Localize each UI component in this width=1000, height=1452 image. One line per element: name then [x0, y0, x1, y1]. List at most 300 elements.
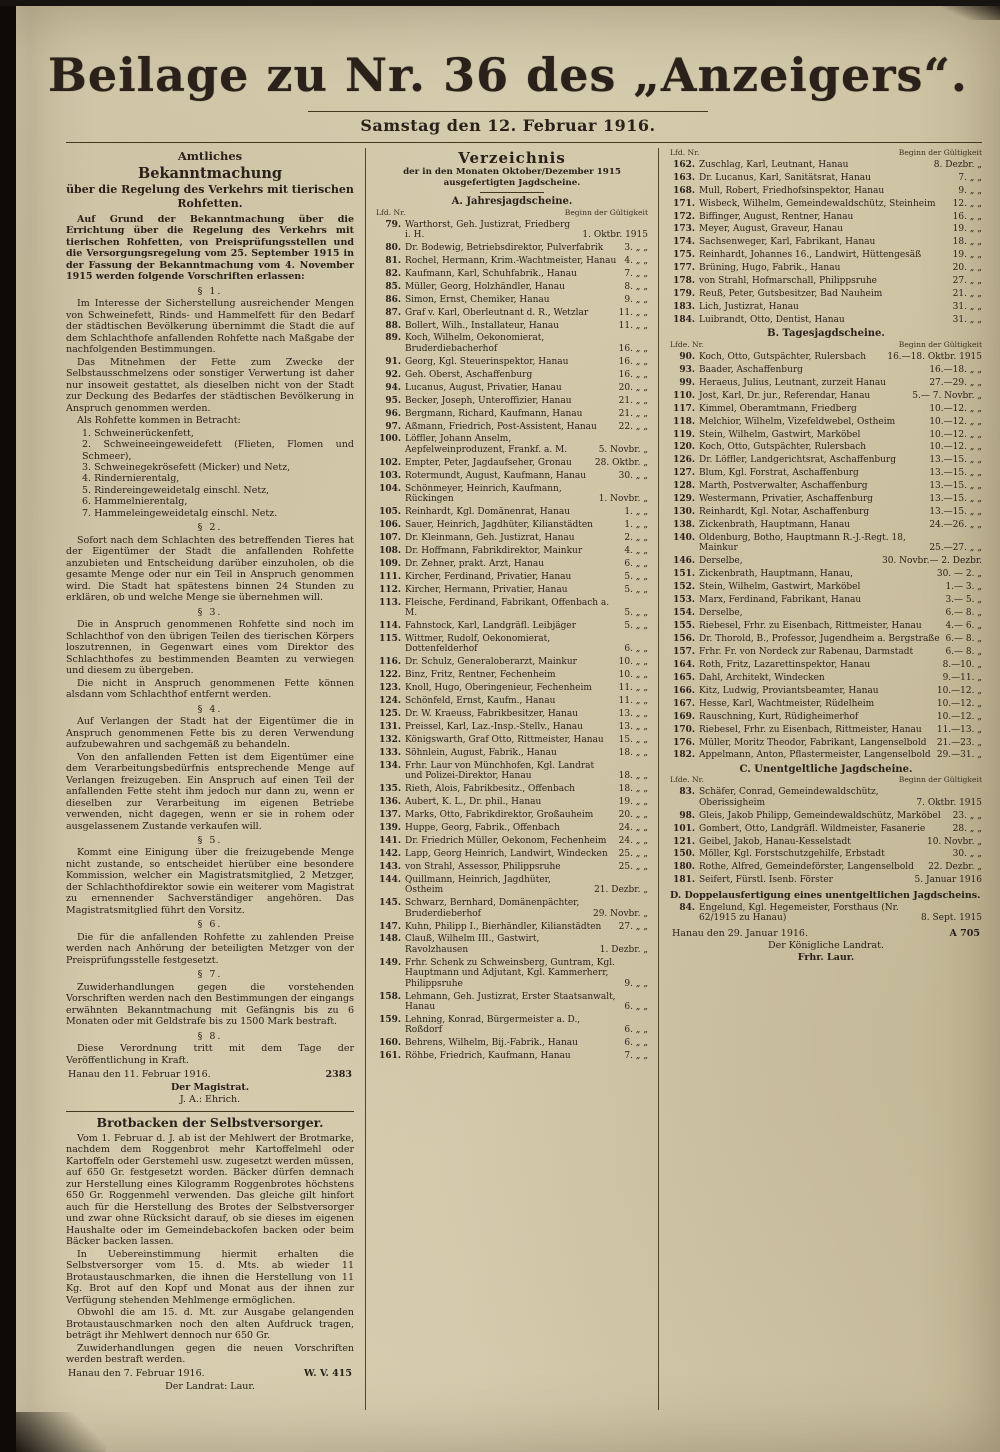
entry-name: Möller, Kgl. Forstschutzgehilfe, Erbstadt — [699, 849, 885, 860]
entry-name: Fahnstock, Karl, Landgräfl. Leibjäger — [405, 621, 576, 632]
license-entry — [376, 934, 648, 955]
entry-name: Röhbe, Friedrich, Kaufmann, Hanau — [405, 1051, 571, 1062]
entry-number: 84. — [679, 902, 695, 913]
entry-date: 9.—11. „ — [942, 672, 982, 683]
license-entry — [670, 173, 982, 183]
annual-licenses-list — [376, 220, 648, 1062]
entry-date: 28. „ „ — [952, 823, 982, 834]
entry-name: Reuß, Peter, Gutsbesitzer, Bad Nauheim — [699, 289, 883, 300]
entry-name: Lucanus, August, Privatier, Hanau — [405, 382, 562, 393]
license-entry — [670, 875, 982, 885]
entry-number: 111. — [379, 571, 401, 582]
entry-name: Lich, Justizrat, Hanau — [699, 302, 799, 313]
entry-name: Gleis, Jakob Philipp, Gemeindewaldschütz, Marköbel — [699, 810, 941, 821]
entry-name: Dr. Lucanus, Karl, Sanitätsrat, Hanau — [699, 172, 871, 183]
entry-name: Rauschning, Kurt, Rüdigheimerhof — [699, 711, 859, 722]
entry-date: 13. „ „ — [618, 722, 648, 733]
entry-date: 18. „ „ — [618, 771, 648, 782]
entry-number: 135. — [379, 784, 401, 795]
license-entry — [376, 458, 648, 468]
entry-name: Brüning, Hugo, Fabrik., Hanau — [699, 263, 841, 274]
entry-name: Meyer, August, Graveur, Hanau — [699, 224, 844, 235]
entry-date: 24.—26. „ „ — [929, 520, 982, 531]
entry-date: 16. „ „ — [618, 343, 648, 354]
license-entry — [670, 903, 982, 924]
license-entry — [376, 849, 648, 859]
entry-number: 183. — [673, 302, 695, 313]
entry-date: 20. „ „ — [952, 263, 982, 274]
entry-number: 136. — [379, 797, 401, 808]
entry-name: Söhnlein, August, Fabrik., Hanau — [405, 747, 557, 758]
license-entry — [376, 409, 648, 419]
entry-name: Schönmeyer, Heinrich, Kaufmann, Rückingen — [405, 483, 562, 505]
signature-authority: Der Magistrat. — [170, 1081, 250, 1093]
masthead — [16, 6, 1000, 143]
number-column-label: Lfd. Nr. — [376, 207, 406, 217]
entry-date: 7. „ „ — [624, 268, 648, 279]
entry-name: Zuschlag, Karl, Leutnant, Hanau — [699, 159, 849, 170]
entry-number: 171. — [673, 198, 695, 209]
entry-date: 13.—15. „ „ — [929, 494, 982, 505]
entry-date: 6. „ „ — [624, 1038, 648, 1049]
entry-date: 5. „ „ — [624, 584, 648, 595]
paragraph: Diese Verordnung tritt mit dem Tage der Veröffentlichung in Kraft. — [66, 1043, 354, 1066]
entry-date: 9. „ „ — [958, 185, 982, 196]
register-title: Verzeichnis — [458, 149, 566, 167]
entry-name: Appelmann, Anton, Pflastermeister, Langenselbold — [699, 750, 931, 761]
license-entry — [670, 750, 982, 760]
entry-number: 108. — [379, 545, 401, 556]
entry-number: 87. — [385, 307, 401, 318]
license-entry — [376, 1038, 648, 1048]
paragraph: Als Rohfette kommen in Betracht: — [77, 415, 241, 427]
entry-date: 6. „ „ — [624, 1002, 648, 1013]
license-entry — [376, 621, 648, 631]
entry-number: 125. — [379, 709, 401, 720]
section-d-heading: D. Doppelausfertigung eines unentgeltlichen Jagdscheins. — [670, 889, 981, 901]
entry-date: 28. Oktbr. „ — [594, 457, 648, 468]
entry-number: 97. — [385, 421, 401, 432]
entry-date: 13.—15. „ „ — [929, 481, 982, 492]
section-heading: § 4. — [197, 703, 223, 715]
license-entry — [670, 481, 982, 491]
signature-row-2 — [66, 1368, 354, 1379]
entry-number: 101. — [673, 823, 695, 834]
entry-number: 107. — [379, 532, 401, 543]
entry-number: 121. — [673, 836, 695, 847]
paragraph: Die für die anfallenden Rohfette zu zahlenden Preise werden nach Anhörung der beteiligten Metzger von der Preisprüfungsstelle festgesetzt. — [66, 931, 354, 966]
entry-date: 10. „ „ — [618, 670, 648, 681]
entry-name: Zickenbrath, Hauptmann, Hanau, — [699, 569, 853, 580]
entry-date: 19. „ „ — [952, 224, 982, 235]
entry-name: Dahl, Architekt, Windecken — [699, 672, 825, 683]
closing-code: A 705 — [949, 927, 980, 939]
entry-name: Warthorst, Geh. Justizrat, Friedberg i. H. — [405, 219, 571, 240]
license-entry — [376, 1051, 648, 1061]
entry-number: 100. — [379, 434, 401, 445]
license-entry — [670, 595, 982, 605]
entry-name: Dr. Zehner, prakt. Arzt, Hanau — [405, 558, 545, 569]
license-entry — [376, 383, 648, 393]
entry-date: 3.— 5. „ — [945, 595, 982, 606]
entry-date: 31. „ „ — [952, 302, 982, 313]
entry-name: Fleische, Ferdinand, Fabrikant, Offenbach a. M. — [405, 597, 610, 619]
entry-number: 142. — [379, 848, 401, 859]
license-entry — [670, 378, 982, 388]
entry-date: 4.— 6. „ — [945, 621, 982, 632]
section-heading: § 6. — [197, 919, 223, 931]
entry-name: Müller, Moritz Theodor, Fabrikant, Langenselbold — [699, 737, 927, 748]
section-a-heading: A. Jahresjagdscheine. — [451, 196, 573, 208]
entry-name: Rotermundt, August, Kaufmann, Hanau — [405, 470, 587, 481]
entry-name: Dr. Kleinmann, Geh. Justizrat, Hanau — [405, 532, 575, 543]
entry-date: 10.—12. „ — [936, 711, 982, 722]
license-entry — [376, 722, 648, 732]
entry-name: Rochel, Hermann, Krim.-Wachtmeister, Hanau — [405, 255, 617, 266]
paragraph: Auf Verlangen der Stadt hat der Eigentümer die in Anspruch genommenen Fette bis zu deren Verwendung aufzubewahren und sachgemäß zu behandeln. — [66, 716, 354, 751]
entry-name: Georg, Kgl. Steuerinspektor, Hanau — [405, 356, 569, 367]
entry-date: 9. „ „ — [624, 978, 648, 989]
entry-name: Seifert, Fürstl. Isenb. Förster — [699, 875, 833, 886]
entry-number: 133. — [379, 747, 401, 758]
license-entry — [376, 1015, 648, 1036]
entry-number: 123. — [379, 683, 401, 694]
license-entry — [670, 608, 982, 618]
entry-date: 19. „ „ — [952, 250, 982, 261]
entry-date: 1. Novbr. „ — [598, 494, 648, 505]
article-kicker: Amtliches — [177, 149, 243, 163]
entry-number: 105. — [379, 507, 401, 518]
list-item: 2. Schweineeingeweidefett (Flieten, Flomen und Schmeer), — [82, 439, 354, 462]
section-heading: § 2. — [197, 522, 223, 534]
license-entry — [670, 862, 982, 872]
license-entry — [670, 837, 982, 847]
entry-name: Dr. Thorold, B., Professor, Jugendheim a. Bergstraße — [699, 634, 940, 644]
entry-number: 127. — [673, 468, 695, 479]
entry-number: 99. — [679, 377, 695, 388]
entry-number: 93. — [679, 364, 695, 375]
entry-number: 90. — [679, 351, 695, 362]
entry-number: 119. — [673, 429, 695, 440]
entry-name: Löffler, Johann Anselm, Aepfelweinproduzent, Frankf. a. M. — [405, 434, 568, 455]
entry-date: 10.—12. „ „ — [929, 416, 982, 427]
entry-name: Behrens, Wilhelm, Bij.-Fabrik., Hanau — [405, 1038, 578, 1049]
entry-number: 79. — [385, 219, 401, 230]
entry-number: 178. — [673, 276, 695, 287]
scan-corner-shadow-bottom-left — [16, 1412, 106, 1452]
entry-number: 113. — [379, 597, 401, 608]
entry-name: Biffinger, August, Rentner, Hanau — [699, 211, 854, 222]
license-entry — [670, 276, 982, 286]
entry-name: Wittmer, Rudolf, Oekonomierat, Dottenfelderhof — [405, 633, 551, 655]
license-entry — [670, 699, 982, 709]
entry-number: 175. — [673, 250, 695, 261]
paragraph: Kommt eine Einigung über die freizugebende Menge nicht zustande, so entscheidet hierüber eine besondere Kommission, welcher ein Magistratsmitglied, 2 Metzger, der Schlachthofdirektor sowie ein weiterer vom Magistrat zu ernennender Sachverständiger angehören. Das Magistratsmitglied führt den Vorsitz. — [66, 847, 354, 916]
entry-name: Lehning, Konrad, Bürgermeister a. D., Roßdorf — [405, 1015, 581, 1036]
paragraph: Im Interesse der Sicherstellung ausreichender Mengen von Schweinefett, Rinds- und Hammelfett für den Bedarf der städtischen Bevölkerung übernimmt die Stadt die auf dem Schlachthofe anfallenden Rohfette nach Maßgabe der nachfolgenden Bestimmungen. — [66, 298, 354, 356]
entry-number: 81. — [385, 255, 401, 266]
entry-number: 173. — [673, 224, 695, 235]
license-entry — [376, 295, 648, 305]
license-entry — [376, 683, 648, 693]
entry-date: 15. „ „ — [618, 734, 648, 745]
entry-date: 16. „ „ — [952, 211, 982, 222]
license-entry — [670, 186, 982, 196]
entry-date: 4. „ „ — [624, 255, 648, 266]
license-entry — [670, 455, 982, 465]
license-entry — [670, 582, 982, 592]
entry-date: 21. „ „ — [618, 408, 648, 419]
entry-name: Stein, Wilhelm, Gastwirt, Marköbel — [699, 429, 861, 440]
entry-date: 21. „ „ — [618, 395, 648, 406]
entry-date: 3. „ „ — [624, 242, 648, 253]
entry-date: 25. „ „ — [618, 848, 648, 859]
entry-name: Blum, Kgl. Forstrat, Aschaffenburg — [699, 468, 859, 479]
entry-date: 8. „ „ — [624, 281, 648, 292]
newspaper-page — [16, 6, 1000, 1452]
validity-column-label-4: Beginn der Gültigkeit — [898, 775, 982, 785]
entry-date: 4. „ „ — [624, 545, 648, 556]
entry-name: Kircher, Hermann, Privatier, Hanau — [405, 584, 568, 595]
entry-number: 140. — [673, 533, 695, 543]
entry-name: Koch, Wilhelm, Oekonomierat, Bruderdiebacherhof — [405, 333, 545, 354]
entry-name: Engelund, Kgl. Hegemeister, Forsthaus (Nr. 62/1915 zu Hanau) — [699, 902, 899, 924]
entry-date: 21. Dezbr. „ — [594, 885, 648, 896]
entry-name: Empter, Peter, Jagdaufseher, Gronau — [405, 457, 572, 468]
entry-number: 89. — [385, 333, 401, 344]
entry-name: Frhr. Fr. von Nordeck zur Rabenau, Darmstadt — [699, 646, 914, 657]
entry-date: 10.—12. „ „ — [929, 429, 982, 440]
list-item: 1. Schweinerückenfett, — [82, 427, 194, 439]
entry-date: 27. „ „ — [952, 276, 982, 287]
entry-date: 27. „ „ — [618, 921, 648, 932]
license-entry — [376, 898, 648, 919]
entry-name: Preissel, Karl, Laz.-Insp.-Stellv., Hanau — [405, 722, 583, 733]
entry-date: 24. „ „ — [618, 835, 648, 846]
entry-name: Dr. Hoffmann, Fabrikdirektor, Mainkur — [405, 545, 583, 556]
entry-date: 11. „ „ — [618, 696, 648, 707]
license-entry — [376, 598, 648, 619]
entry-number: 162. — [673, 159, 695, 170]
license-entry — [376, 797, 648, 807]
license-entry — [376, 269, 648, 279]
license-entry — [670, 569, 982, 579]
entry-date: 25.—27. „ „ — [929, 543, 982, 554]
entry-number: 80. — [385, 242, 401, 253]
entry-name: Dr. Bodewig, Betriebsdirektor, Pulverfabrik — [405, 242, 604, 253]
license-entry — [670, 199, 982, 209]
entry-name: Kimmel, Oberamtmann, Friedberg — [699, 403, 857, 414]
list-column-header — [376, 209, 648, 218]
entry-name: Simon, Ernst, Chemiker, Hanau — [405, 294, 550, 305]
license-entry — [376, 761, 648, 782]
section-heading: § 1. — [197, 285, 223, 297]
entry-date: 1. Oktbr. 1915 — [582, 229, 648, 240]
license-entry — [670, 634, 982, 644]
license-entry — [670, 315, 982, 325]
entry-number: 92. — [385, 369, 401, 380]
closing-date-row — [670, 928, 982, 939]
entry-name: Graf v. Karl, Oberleutnant d. R., Wetzlar — [405, 307, 589, 318]
entry-name: Müller, Georg, Holzhändler, Hanau — [405, 281, 565, 292]
entry-number: 167. — [673, 698, 695, 709]
entry-name: Kitz, Ludwig, Proviantsbeamter, Hanau — [699, 685, 879, 696]
entry-name: Dr. W. Kraeuss, Fabrikbesitzer, Hanau — [405, 709, 578, 720]
signature-row — [66, 1069, 354, 1080]
closing-authority: Der Königliche Landrat. — [768, 939, 884, 951]
license-entry — [376, 520, 648, 530]
license-entry — [670, 289, 982, 299]
entry-number: 148. — [379, 934, 401, 945]
license-entry — [376, 572, 648, 582]
entry-number: 102. — [379, 457, 401, 468]
regulation-sections — [66, 286, 354, 1066]
closing-date: Hanau den 29. Januar 1916. — [672, 927, 808, 939]
license-entry — [670, 686, 982, 696]
entry-date: 6.— 8. „ — [945, 646, 982, 657]
entry-number: 82. — [385, 268, 401, 279]
entry-date: 1. „ „ — [624, 520, 648, 531]
entry-name: Lapp, Georg Heinrich, Landwirt, Windecken — [405, 848, 608, 859]
entry-date: 10.—12. „ — [936, 685, 982, 696]
license-entry — [376, 321, 648, 331]
entry-name: Geh. Oberst, Aschaffenburg — [405, 369, 533, 380]
license-entry — [376, 585, 648, 595]
license-entry — [376, 507, 648, 517]
entry-date: 20. „ „ — [618, 810, 648, 821]
number-column-label-4: Lfde. Nr. — [670, 775, 704, 785]
scan-edge-left — [0, 0, 16, 1452]
license-entry — [376, 992, 648, 1013]
entry-name: Wisbeck, Wilhelm, Gemeindewaldschütz, Steinheim — [699, 198, 936, 209]
entry-number: 109. — [379, 558, 401, 569]
license-entry — [376, 434, 648, 455]
article-divider — [66, 1111, 354, 1112]
entry-date: 13. „ „ — [618, 709, 648, 720]
license-entry — [376, 471, 648, 481]
license-entry — [670, 212, 982, 222]
entry-name: Schönfeld, Ernst, Kaufm., Hanau — [405, 696, 556, 707]
entry-name: Knoll, Hugo, Oberingenieur, Fechenheim — [405, 683, 592, 694]
entry-date: 1. Dezbr. „ — [599, 944, 648, 955]
entry-number: 88. — [385, 320, 401, 331]
entry-name: Marks, Otto, Fabrikdirektor, Großauheim — [405, 810, 594, 821]
entry-number: 165. — [673, 672, 695, 683]
entry-date: 18. „ „ — [618, 747, 648, 758]
entry-number: 98. — [679, 810, 695, 821]
entry-name: Marx, Ferdinand, Fabrikant, Hanau — [699, 595, 862, 606]
entry-date: 13.—15. „ „ — [929, 455, 982, 466]
entry-date: 22. Dezbr. „ — [928, 862, 982, 873]
license-entry — [670, 442, 982, 452]
entry-date: 22. „ „ — [618, 421, 648, 432]
entry-number: 149. — [379, 957, 401, 968]
entry-date: 27.—29. „ „ — [929, 377, 982, 388]
entry-name: Gombert, Otto, Landgräfl. Wildmeister, Fasanerie — [699, 823, 926, 834]
register-rule — [480, 192, 544, 193]
license-entry — [670, 494, 982, 504]
license-entry — [670, 507, 982, 517]
entry-name: Königswarth, Graf Otto, Rittmeister, Hanau — [405, 734, 604, 745]
license-entry — [376, 784, 648, 794]
paragraph: Die in Anspruch genommenen Rohfette sind noch im Schlachthof von den übrigen Teilen des tierischen Körpers loszutrennen, in Gegenwart eines vom Direktor des Schlachthofes zu bestimmenden Beamten zu verwiegen und diesem zu übergeben. — [66, 619, 354, 677]
entry-number: 129. — [673, 494, 695, 505]
entry-name: Luibrandt, Otto, Dentist, Hanau — [699, 315, 845, 326]
license-entry — [670, 237, 982, 247]
section-c-heading: C. Unentgeltliche Jagdscheine. — [739, 763, 913, 775]
entry-number: 106. — [379, 520, 401, 531]
entry-name: Marth, Postverwalter, Aschaffenburg — [699, 481, 868, 492]
license-entry — [376, 357, 648, 367]
content-columns — [16, 143, 1000, 1410]
entry-number: 126. — [673, 455, 695, 466]
entry-date: 16.—18. Oktbr. 1915 — [887, 351, 982, 362]
entry-number: 146. — [673, 556, 695, 567]
entry-number: 159. — [379, 1015, 401, 1026]
entry-date: 10.—12. „ — [936, 698, 982, 709]
entry-number: 115. — [379, 633, 401, 644]
entry-name: Koch, Otto, Gutspächter, Rulersbach — [699, 351, 867, 362]
number-column-label-3: Lfde. Nr. — [670, 340, 704, 350]
entry-number: 180. — [673, 862, 695, 873]
entry-name: Schwarz, Bernhard, Domänenpächter, Bruderdieberhof — [405, 898, 580, 919]
entry-name: Sauer, Heinrich, Jagdhüter, Kilianstädten — [405, 520, 593, 531]
entry-number: 128. — [673, 481, 695, 492]
entry-date: 24. „ „ — [618, 823, 648, 834]
entry-name: Heraeus, Julius, Leutnant, zurzeit Hanau — [699, 377, 887, 388]
license-entry — [670, 849, 982, 859]
entry-date: 13.—15. „ „ — [929, 507, 982, 518]
entry-date: 21. „ „ — [952, 289, 982, 300]
entry-name: Derselbe, — [699, 556, 743, 567]
entry-name: Bergmann, Richard, Kaufmann, Hanau — [405, 408, 583, 419]
entry-date: 1. „ „ — [624, 507, 648, 518]
entry-name: Dr. Löffler, Landgerichtsrat, Aschaffenburg — [699, 455, 896, 466]
entry-number: 151. — [673, 569, 695, 580]
section-b-heading: B. Tagesjagdscheine. — [767, 328, 885, 340]
list-column-header-2 — [670, 149, 982, 158]
entry-name: Stein, Wilhelm, Gastwirt, Marköbel — [699, 582, 861, 593]
entry-number: 130. — [673, 507, 695, 518]
validity-column-label-3: Beginn der Gültigkeit — [898, 340, 982, 350]
entry-date: 6. „ „ — [624, 558, 648, 569]
entry-name: Rothe, Alfred, Gemeindeförster, Langenselbold — [699, 862, 914, 873]
article-subtitle: über die Regelung des Verkehrs mit tierischen Rohfetten. — [66, 183, 354, 210]
entry-number: 176. — [673, 737, 695, 748]
entry-date: 2. „ „ — [624, 532, 648, 543]
entry-number: 145. — [379, 898, 401, 909]
entry-name: Frhr. Schenk zu Schweinsberg, Guntram, Kgl. Hauptmann und Adjutant, Kgl. Kammerherr, Philippsruhe — [405, 957, 615, 989]
annual-licenses-continued — [670, 160, 982, 326]
entry-name: Aubert, K. L., Dr. phil., Hanau — [405, 797, 542, 808]
license-entry — [670, 160, 982, 170]
entry-name: Koch, Otto, Gutspächter, Rulersbach — [699, 442, 867, 453]
license-entry — [670, 824, 982, 834]
entry-number: 157. — [673, 646, 695, 657]
entry-name: Melchior, Wilhelm, Vizefeldwebel, Ostheim — [699, 416, 896, 427]
entry-number: 103. — [379, 470, 401, 481]
entry-date: 18. „ „ — [952, 237, 982, 248]
entry-name: von Strahl, Hofmarschall, Philippsruhe — [699, 276, 877, 287]
entry-name: Baader, Aschaffenburg — [699, 364, 803, 375]
entry-number: 169. — [673, 711, 695, 722]
license-entry — [376, 735, 648, 745]
license-entry — [376, 308, 648, 318]
entry-number: 96. — [385, 408, 401, 419]
list-item: 7. Hammeleingeweidetalg einschl. Netz. — [82, 507, 278, 519]
entry-date: 29. Novbr. „ — [592, 908, 648, 919]
entry-number: 112. — [379, 584, 401, 595]
